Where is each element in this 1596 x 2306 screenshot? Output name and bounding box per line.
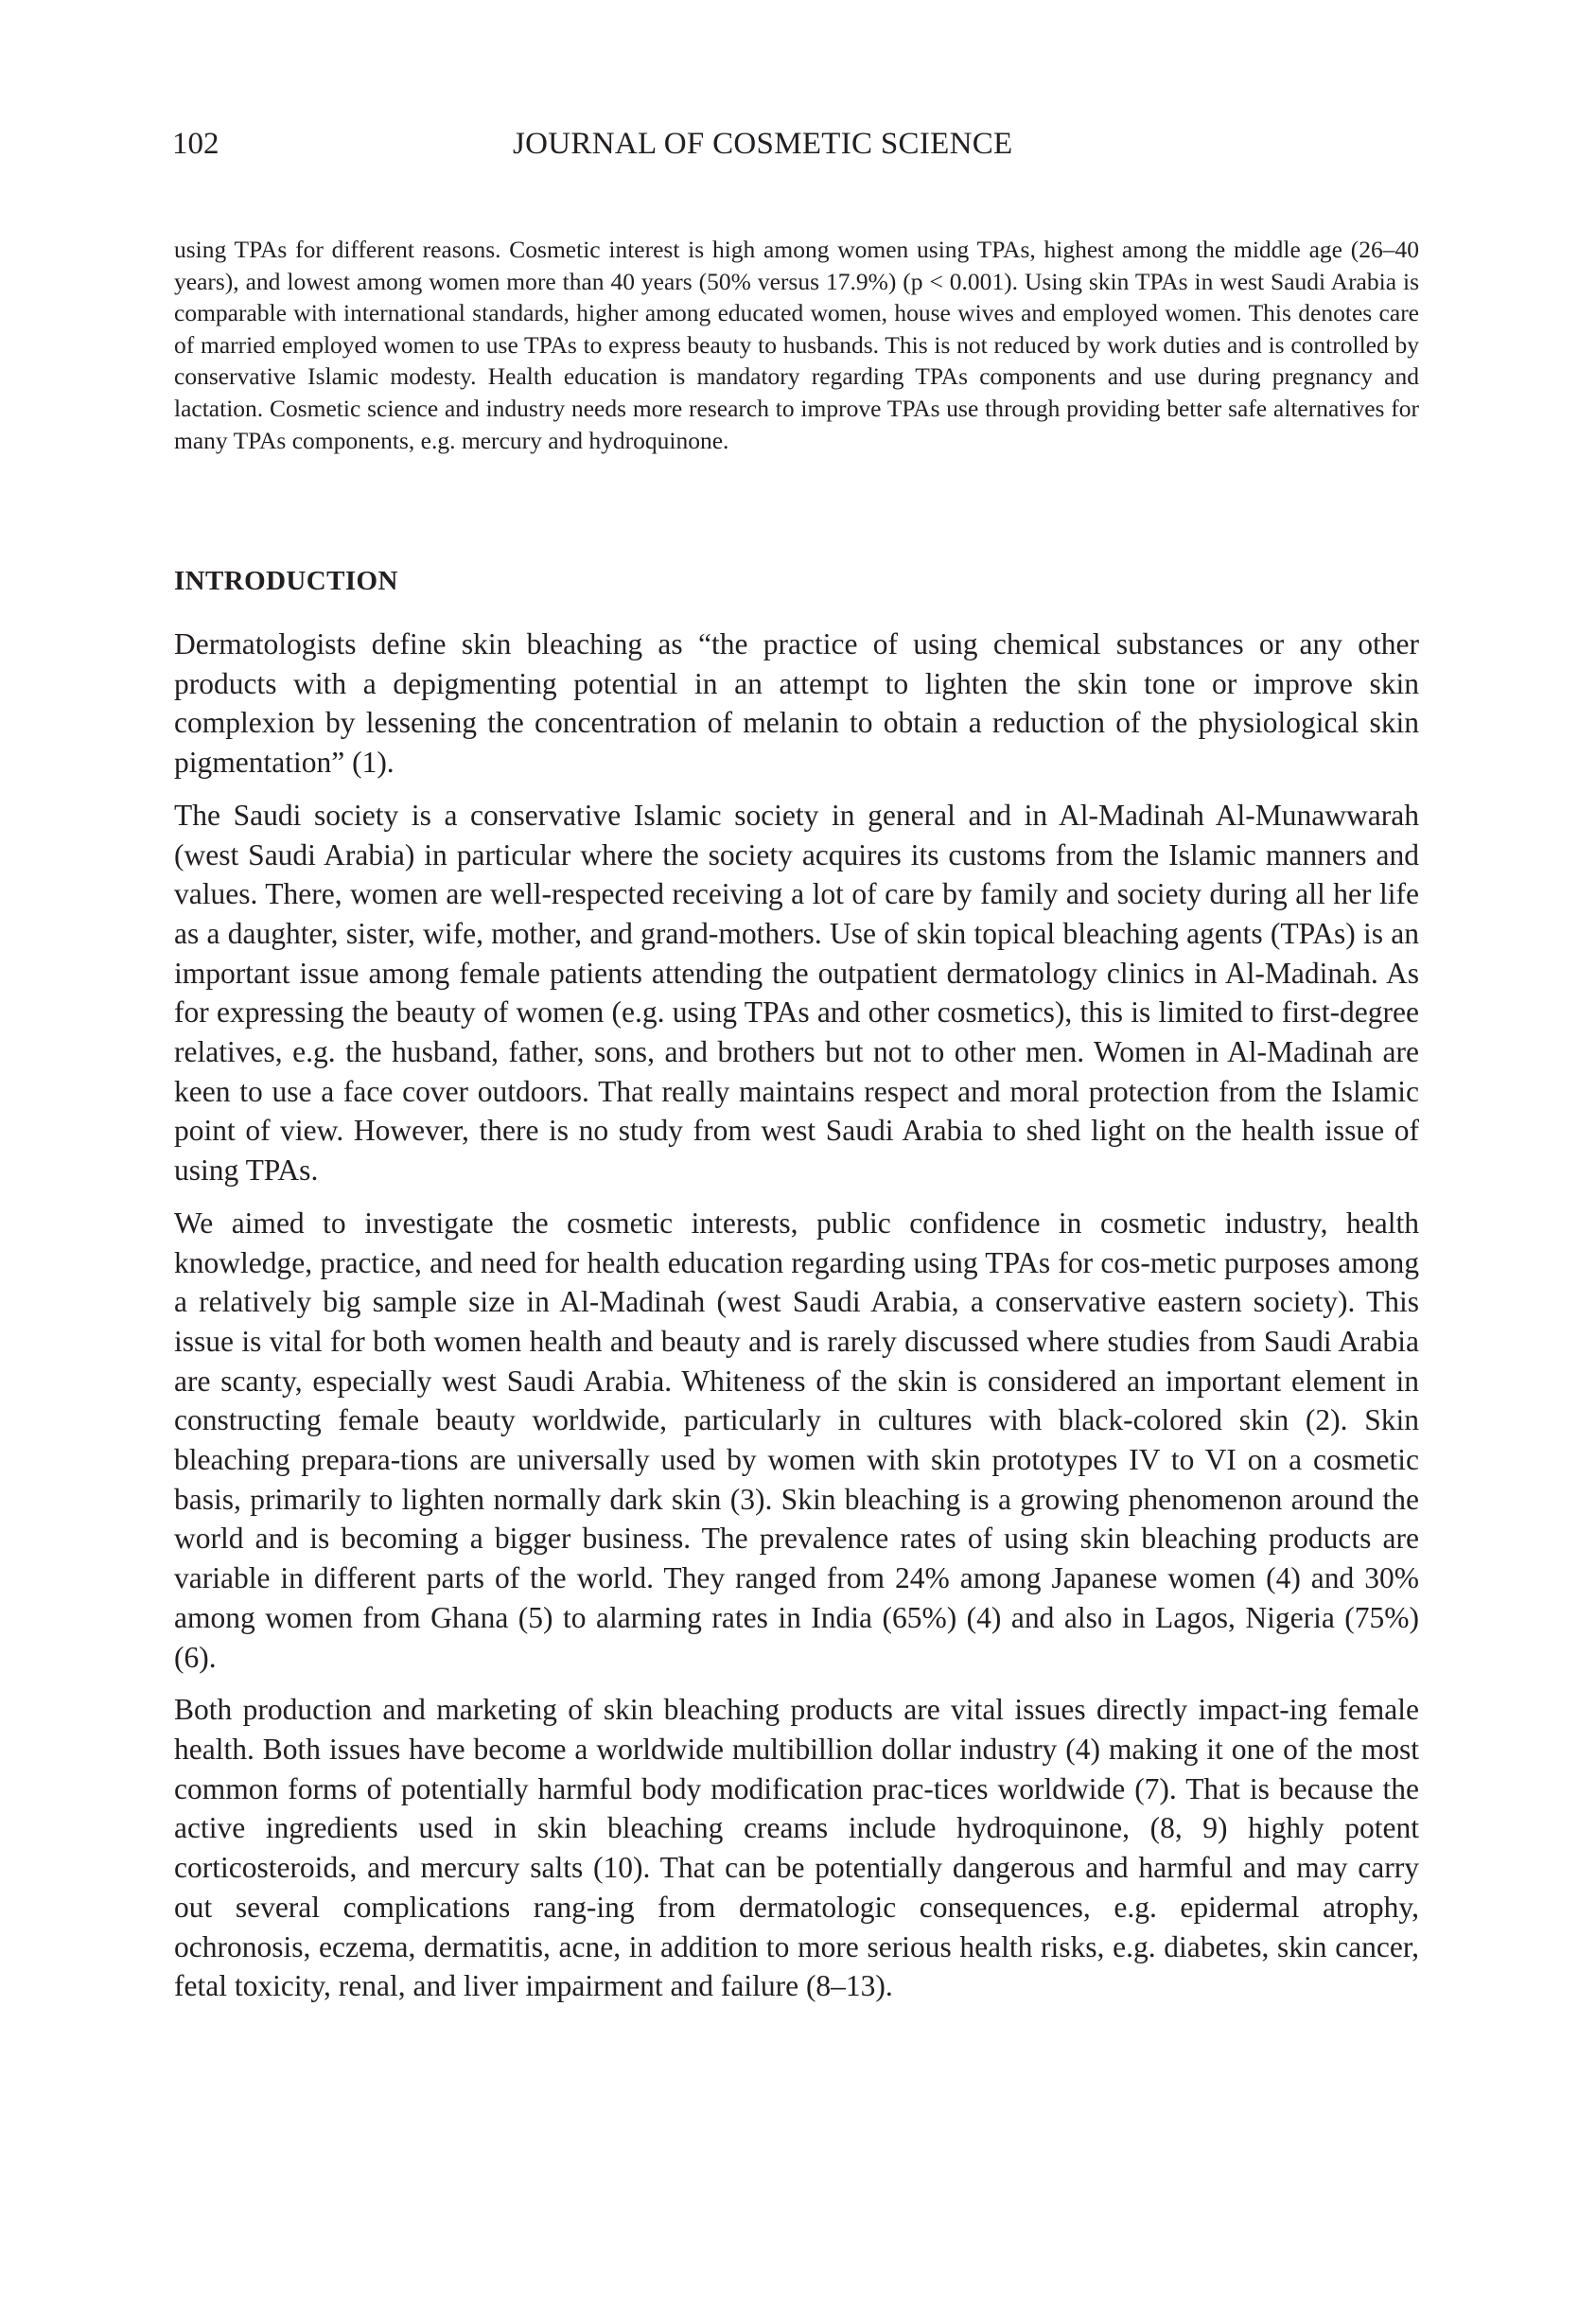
page-number: 102 [172, 127, 219, 161]
introduction-body [174, 625, 1419, 2006]
running-head [172, 125, 1421, 163]
journal-title: JOURNAL OF COSMETIC SCIENCE [513, 127, 1013, 161]
intro-paragraph-2: The Saudi society is a conservative Islamic society in general and in Al-Madinah Al-Munawwarah (west Saudi Arabia) in particular where the society acquires its customs from the Islamic manners and values. There, women are well-respected receiving a lot of care by family and society during all her life as a daughter, sister, wife, mother, and grand-mothers. Use of skin topical bleaching agents (TPAs) is an important issue among female patients attending the outpatient dermatology clinics in Al-Madinah. As for expressing the beauty of women (e.g. using TPAs and other cosmetics), this is limited to first-degree relatives, e.g. the husband, father, sons, and brothers but not to other men. Women in Al-Madinah are keen to use a face cover outdoors. That really maintains respect and moral protection from the Islamic point of view. However, there is no study from west Saudi Arabia to shed light on the health issue of using TPAs. [174, 798, 1419, 1188]
section-heading-introduction: INTRODUCTION [174, 566, 398, 596]
intro-paragraph-4: Both production and marketing of skin bleaching products are vital issues directly impact-ing female health. Both issues have become a worldwide multibillion dollar industry (4) making it one of the most common forms of potentially harmful body modification prac-tices worldwide (7). That is because the active ingredients used in skin bleaching creams include hydroquinone, (8, 9) highly potent corticosteroids, and mercury salts (10). That can be potentially dangerous and harmful and may carry out several complications rang-ing from dermatologic consequences, e.g. epidermal atrophy, ochronosis, eczema, dermatitis, acne, in addition to more serious health risks, e.g. diabetes, skin cancer, fetal toxicity, renal, and liver impairment and failure (8–13). [174, 1693, 1419, 2003]
intro-paragraph-3: We aimed to investigate the cosmetic interests, public confidence in cosmetic industry, health knowledge, practice, and need for health education regarding using TPAs for cos-metic purposes among a relatively big sample size in Al-Madinah (west Saudi Arabia, a conservative eastern society). This issue is vital for both women health and beauty and is rarely discussed where studies from Saudi Arabia are scanty, especially west Saudi Arabia. Whiteness of the skin is considered an important element in constructing female beauty worldwide, particularly in cultures with black-colored skin (2). Skin bleaching prepara-tions are universally used by women with skin prototypes IV to VI on a cosmetic basis, primarily to lighten normally dark skin (3). Skin bleaching is a growing phenomenon around the world and is becoming a bigger business. The prevalence rates of using skin bleaching products are variable in different parts of the world. They ranged from 24% among Japanese women (4) and 30% among women from Ghana (5) to alarming rates in India (65%) (4) and also in Lagos, Nigeria (75%) (6). [174, 1206, 1419, 1674]
abstract-text: using TPAs for different reasons. Cosmetic interest is high among women using TPAs, highest among the middle age (26–40 years), and lowest among women more than 40 years (50% versus 17.9%) (p < 0.001). Using skin TPAs in west Saudi Arabia is comparable with international standards, higher among educated women, house wives and employed women. This denotes care of married employed women to use TPAs to express beauty to husbands. This is not reduced by work duties and is controlled by conservative Islamic modesty. Health education is mandatory regarding TPAs components and use during pregnancy and lactation. Cosmetic science and industry needs more research to improve TPAs use through providing better safe alternatives for many TPAs components, e.g. mercury and hydroquinone. [174, 236, 1419, 454]
abstract-continuation [174, 234, 1419, 456]
intro-paragraph-1: Dermatologists define skin bleaching as “the practice of using chemical substances or any other products with a depigmenting potential in an attempt to lighten the skin tone or improve skin complexion by lessening the concentration of melanin to obtain a reduction of the physiological skin pigmentation” (1). [174, 627, 1419, 780]
